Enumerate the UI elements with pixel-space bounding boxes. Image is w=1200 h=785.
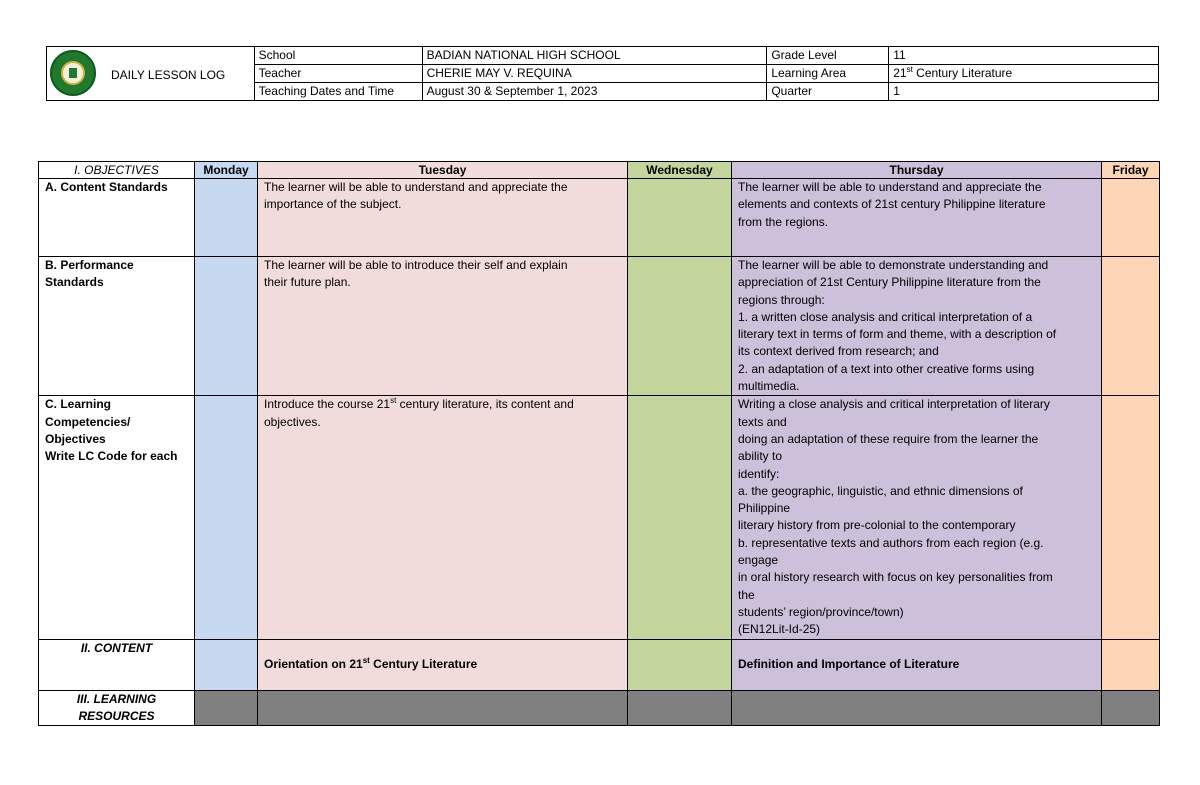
cell-tuesday [258,690,628,726]
cell-monday [195,179,258,257]
document-title: DAILY LESSON LOG [111,68,226,82]
cell-wednesday [628,639,732,690]
cell-friday [1102,396,1160,639]
cell-thursday: The learner will be able to demonstrate understanding and appreciation of 21st Century Philippine literature from the regions through: 1. a written close analysis and critical interpretation of a literary text in terms of form and theme, with a description of its context derived from research; and 2. an adaptation of a text into other creative forms using multimedia. [732,257,1102,396]
logo-title-cell [47,47,255,101]
table-row [39,179,1160,257]
column-header-objectives: I. OBJECTIVES [39,162,195,179]
dates-label: Teaching Dates and Time [254,83,422,101]
teacher-value: CHERIE MAY V. REQUINA [422,65,767,83]
cell-thursday: Definition and Importance of Literature [732,639,1102,690]
column-header-friday: Friday [1102,162,1160,179]
cell-monday [195,690,258,726]
cell-wednesday [628,257,732,396]
table-row [39,257,1160,396]
school-label: School [254,47,422,65]
table-row [39,396,1160,639]
cell-wednesday [628,396,732,639]
cell-wednesday [628,179,732,257]
quarter-label: Quarter [767,83,889,101]
table-row [39,690,1160,726]
cell-tuesday: Introduce the course 21st century literature, its content and objectives. [258,396,628,639]
cell-tuesday: The learner will be able to introduce their self and explain their future plan. [258,257,628,396]
dates-value: August 30 & September 1, 2023 [422,83,767,101]
cell-friday [1102,639,1160,690]
school-seal-icon [50,50,96,96]
cell-tuesday: Orientation on 21st Century Literature [258,639,628,690]
cell-friday [1102,690,1160,726]
grade-value: 11 [889,47,1159,65]
column-header-monday: Monday [195,162,258,179]
teacher-label: Teacher [254,65,422,83]
row-label-content: II. CONTENT [39,639,195,690]
column-header-wednesday: Wednesday [628,162,732,179]
column-header-thursday: Thursday [732,162,1102,179]
row-label-performance-standards: B. Performance Standards [39,257,195,396]
cell-tuesday: The learner will be able to understand and appreciate the importance of the subject. [258,179,628,257]
header-table [46,46,1159,101]
lesson-log-table [38,161,1160,726]
school-value: BADIAN NATIONAL HIGH SCHOOL [422,47,767,65]
cell-monday [195,396,258,639]
row-label-competencies: C. Learning Competencies/ Objectives Write LC Code for each [39,396,195,639]
cell-wednesday [628,690,732,726]
cell-thursday: Writing a close analysis and critical interpretation of literary texts and doing an adaptation of these require from the learner the ability to identify: a. the geographic, linguistic, and ethnic dimensions of Philippine literary history from pre-colonial to the contemporary b. representative texts and authors from each region (e.g. engage in oral history research with focus on key personalities from the students’ region/province/town) (EN12Lit-Id-25) [732,396,1102,639]
column-header-tuesday: Tuesday [258,162,628,179]
cell-thursday [732,690,1102,726]
cell-monday [195,257,258,396]
area-value: 21st Century Literature [889,65,1159,83]
grade-label: Grade Level [767,47,889,65]
row-label-learning-resources: III. LEARNING RESOURCES [39,690,195,726]
table-row [39,639,1160,690]
row-label-content-standards: A. Content Standards [39,179,195,257]
cell-monday [195,639,258,690]
cell-friday [1102,257,1160,396]
area-label: Learning Area [767,65,889,83]
quarter-value: 1 [889,83,1159,101]
cell-thursday: The learner will be able to understand and appreciate the elements and contexts of 21st century Philippine literature from the regions. [732,179,1102,257]
cell-friday [1102,179,1160,257]
